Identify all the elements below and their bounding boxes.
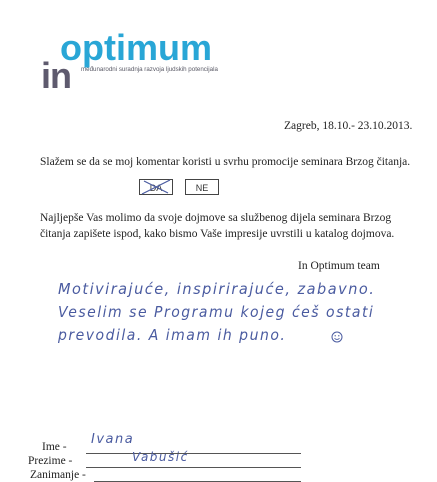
prezime-line xyxy=(86,467,301,468)
prezime-label: Prezime - xyxy=(28,455,73,467)
smiley-icon xyxy=(331,331,343,343)
logo-optimum: optimum xyxy=(60,27,212,68)
ime-value[interactable]: Ivana xyxy=(91,431,135,448)
prezime-value[interactable]: Vabušić xyxy=(132,449,189,465)
zanimanje-label: Zanimanje - xyxy=(30,469,86,481)
option-ne-checkbox[interactable]: NE xyxy=(185,179,219,195)
ime-label: Ime - xyxy=(42,441,67,453)
ime-line xyxy=(86,453,301,454)
team-signature: In Optimum team xyxy=(298,260,380,272)
date-line: Zagreb, 18.10.- 23.10.2013. xyxy=(284,120,413,132)
cross-mark-icon xyxy=(139,179,173,195)
option-da-checkbox[interactable]: DA xyxy=(139,179,173,195)
logo-tagline: međunarodni suradnja razvoja ljudskih potencijala xyxy=(81,66,218,73)
logo-in: in xyxy=(41,55,71,96)
handwritten-comment-line-2: Veselim se Programu kojeg ćeš ostati xyxy=(58,304,375,322)
instructions-paragraph: Najljepše Vas molimo da svoje dojmove sa službenog dijela seminara Brzog čitanja zapišete ispod, kako bismo Vaše impresije uvrstili u katalog dojmova. xyxy=(40,212,395,240)
consent-text: Slažem se da se moj komentar koristi u svrhu promocije seminara Brzog čitanja. xyxy=(40,156,411,168)
handwritten-comment-line-3: prevodila. A imam ih puno. xyxy=(58,327,287,345)
handwritten-comment-line-1: Motivirajuće, inspirirajuće, zabavno. xyxy=(58,281,376,299)
